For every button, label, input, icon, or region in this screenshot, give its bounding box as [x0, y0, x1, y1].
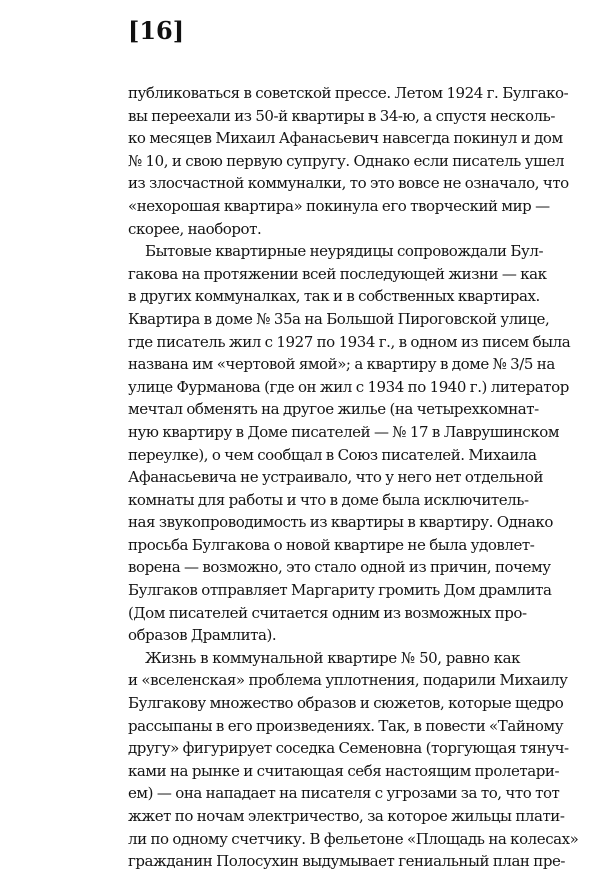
- text-line: ко месяцев Михаил Афанасьевич навсегда покинул и дом: [128, 129, 563, 148]
- text-line: просьба Булгакова о новой квартире не была удовлет-: [128, 535, 535, 554]
- text-line: где писатель жил с 1927 по 1934 г., в одном из писем была: [128, 332, 571, 351]
- text-line: Жизнь в коммунальной квартире № 50, равно как: [145, 648, 520, 667]
- text-line: вы переехали из 50-й квартиры в 34-ю, а спустя несколь-: [128, 106, 555, 125]
- text-line: гражданин Полосухин выдумывает гениальный план пре-: [128, 852, 566, 871]
- text-line: «нехорошая квартира» покинула его творческий мир —: [128, 196, 550, 215]
- text-line: ем) — она нападает на писателя с угрозами за то, что тот: [128, 784, 560, 803]
- text-line: Квартира в доме № 35а на Большой Пироговской улице,: [128, 309, 550, 328]
- text-line: скорее, наоборот.: [128, 219, 262, 238]
- text-line: Булгаков отправляет Маргариту громить Дом драмлита: [128, 581, 552, 600]
- text-line: и «вселенская» проблема уплотнения, подарили Михаилу: [128, 671, 568, 690]
- text-line: ли по одному счетчику. В фельетоне «Площадь на колесах»: [128, 829, 579, 848]
- text-line: ворена — возможно, это стало одной из причин, почему: [128, 558, 551, 577]
- text-line: ную квартиру в Доме писателей — № 17 в Лаврушинском: [128, 422, 560, 441]
- text-line: гакова на протяжении всей последующей жизни — как: [128, 264, 547, 283]
- text-line: публиковаться в советской прессе. Летом 1924 г. Булгако-: [128, 84, 569, 102]
- text-line: рассыпаны в его произведениях. Так, в повести «Тайному: [128, 716, 564, 735]
- text-line: Булгакову множество образов и сюжетов, которые щедро: [128, 694, 564, 713]
- text-body: [128, 82, 579, 873]
- text-line: переулке), о чем сообщал в Союз писателей. Михаила: [128, 445, 537, 464]
- text-line: образов Драмлита).: [128, 626, 277, 645]
- paragraph: [128, 240, 571, 647]
- text-line: мечтал обменять на другое жилье (на четырехкомнат-: [128, 400, 539, 419]
- text-line: в других коммуналках, так и в собственных квартирах.: [128, 287, 540, 306]
- text-line: улице Фурманова (где он жил с 1934 по 1940 г.) литератор: [128, 377, 569, 396]
- page-number: [16]: [128, 16, 185, 45]
- text-line: названа им «чертовой ямой»; а квартиру в доме № 3/5 на: [128, 355, 555, 374]
- text-line: другу» фигурирует соседка Семеновна (торгующая тянуч-: [128, 739, 569, 758]
- text-line: жжет по ночам электричество, за которое жильцы плати-: [128, 807, 565, 825]
- text-line: из злосчастной коммуналки, то это вовсе не означало, что: [128, 174, 569, 193]
- paragraph: [128, 647, 579, 873]
- paragraph: [128, 82, 569, 240]
- text-line: Бытовые квартирные неурядицы сопровождали Бул-: [145, 242, 544, 261]
- text-line: (Дом писателей считается одним из возможных про-: [128, 603, 527, 622]
- text-line: Афанасьевича не устраивало, что у него нет отдельной: [128, 468, 544, 487]
- text-line: ками на рынке и считающая себя настоящим пролетари-: [128, 761, 560, 780]
- text-line: ная звукопроводимость из квартиры в квартиру. Однако: [128, 513, 553, 532]
- text-line: комнаты для работы и что в доме была исключитель-: [128, 490, 529, 509]
- text-line: № 10, и свою первую супругу. Однако если писатель ушел: [128, 151, 565, 170]
